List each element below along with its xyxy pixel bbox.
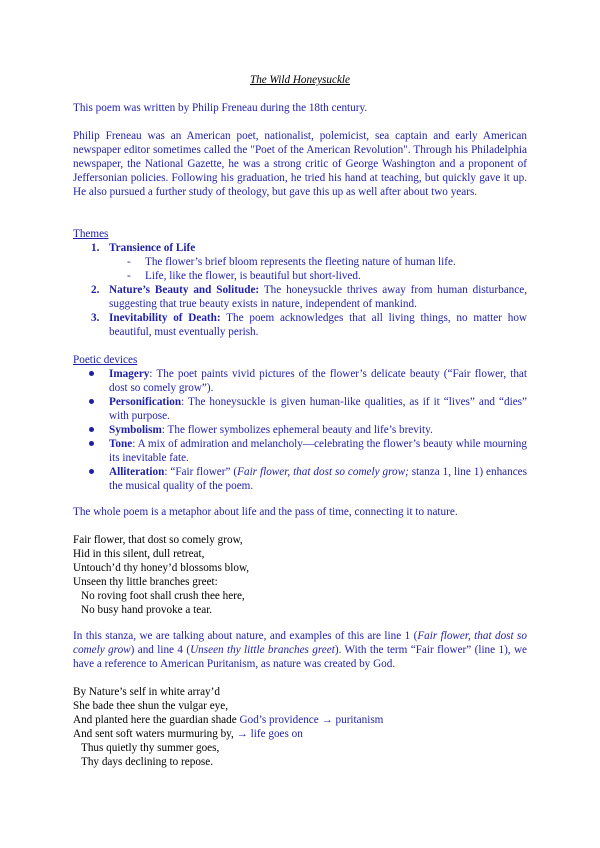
theme-item — [73, 241, 527, 255]
device-item: Tone: A mix of admiration and melancholy—celebrating the flower’s beauty while mourning its inevitable fate. — [73, 437, 527, 465]
device-item: Imagery: The poet paints vivid pictures of the flower’s delicate beauty (“Fair flower, that dost so comely grow”). — [73, 367, 527, 395]
bio-paragraph: Philip Freneau was an American poet, nationalist, polemicist, sea captain and early American newspaper editor sometimes called the "Poet of the American Revolution". Through his Philadelphia newspaper, the National Gazette, he was a strong critic of George Washington and a proponent of Jeffersonian policies. Following his graduation, he tried his hand at teaching, but quickly gave it up. He also pursued a further study of theology, but gave this up as well after about two years. — [73, 130, 527, 198]
theme-term: Transience of Life — [109, 242, 196, 254]
intro-paragraph: This poem was written by Philip Freneau during the 18th century. — [73, 102, 368, 114]
themes-list — [73, 241, 527, 255]
device-item: Alliteration: “Fair flower” (Fair flower, that dost so comely grow; stanza 1, line 1) enhances the musical quality of the poem. — [73, 465, 527, 493]
theme-item: 3. Inevitability of Death: The poem acknowledges that all living things, no matter how beautiful, must eventually perish. — [91, 312, 527, 338]
poem-line: Hid in this silent, dull retreat, — [73, 548, 205, 560]
poem-line: Unseen thy little branches greet: — [73, 576, 218, 588]
theme-item: 2. Nature’s Beauty and Solitude: The honeysuckle thrives away from human disturbance, suggesting that true beauty exists in nature, independent of mankind. — [91, 284, 527, 310]
devices-list — [73, 367, 527, 493]
theme-number: 3. — [91, 312, 100, 324]
poem-line: By Nature’s self in white array’d — [73, 686, 220, 698]
devices-heading: Poetic devices — [73, 354, 138, 366]
theme-term: Nature’s Beauty and Solitude: — [109, 284, 260, 296]
device-item: Symbolism: The flower symbolizes ephemeral beauty and life’s brevity. — [73, 423, 527, 437]
device-item: Personification: The honeysuckle is given human-like qualities, as if it “lives” and “dies” with purpose. — [73, 395, 527, 423]
stanza-2 — [73, 685, 527, 769]
theme-subitem: - The flower’s brief bloom represents the fleeting nature of human life. — [127, 256, 456, 268]
devices-section — [73, 353, 527, 493]
theme-subitem: - Life, like the flower, is beautiful but short-lived. — [127, 270, 361, 282]
poem-line: Untouch’d thy honey’d blossoms blow, — [73, 562, 250, 574]
theme-term: Inevitability of Death: — [109, 312, 221, 324]
poem-line: Thus quietly thy summer goes, — [81, 742, 220, 754]
theme-number: 1. — [91, 242, 100, 254]
poem-line: And planted here the guardian shade God’s providence → puritanism — [73, 714, 384, 726]
poem-line: And sent soft waters murmuring by, → life goes on — [73, 728, 303, 740]
analysis-paragraph: In this stanza, we are talking about nature, and examples of this are line 1 (Fair flower, that dost so comely grow) and line 4 (Unseen thy little branches greet). With the term “Fair flower” (line 1), we have a reference to American Puritanism, as nature was created by God. — [73, 630, 528, 670]
stanza-1 — [73, 533, 527, 617]
themes-list-cont — [73, 283, 527, 339]
poem-line: Fair flower, that dost so comely grow, — [73, 534, 243, 546]
annotation-note: → life goes on — [233, 728, 303, 740]
poem-line: Thy days declining to repose. — [81, 756, 214, 768]
poem-line: No busy hand provoke a tear. — [81, 604, 213, 616]
theme-number: 2. — [91, 284, 100, 296]
annotation-note: God’s providence → puritanism — [236, 714, 384, 726]
poem-line: No roving foot shall crush thee here, — [81, 590, 245, 602]
poem-line: She bade thee shun the vulgar eye, — [73, 700, 229, 712]
themes-section — [73, 227, 527, 339]
page-title: The Wild Honeysuckle — [249, 74, 351, 86]
themes-heading: Themes — [73, 228, 109, 240]
metaphor-paragraph: The whole poem is a metaphor about life and the pass of time, connecting it to nature. — [73, 506, 458, 518]
